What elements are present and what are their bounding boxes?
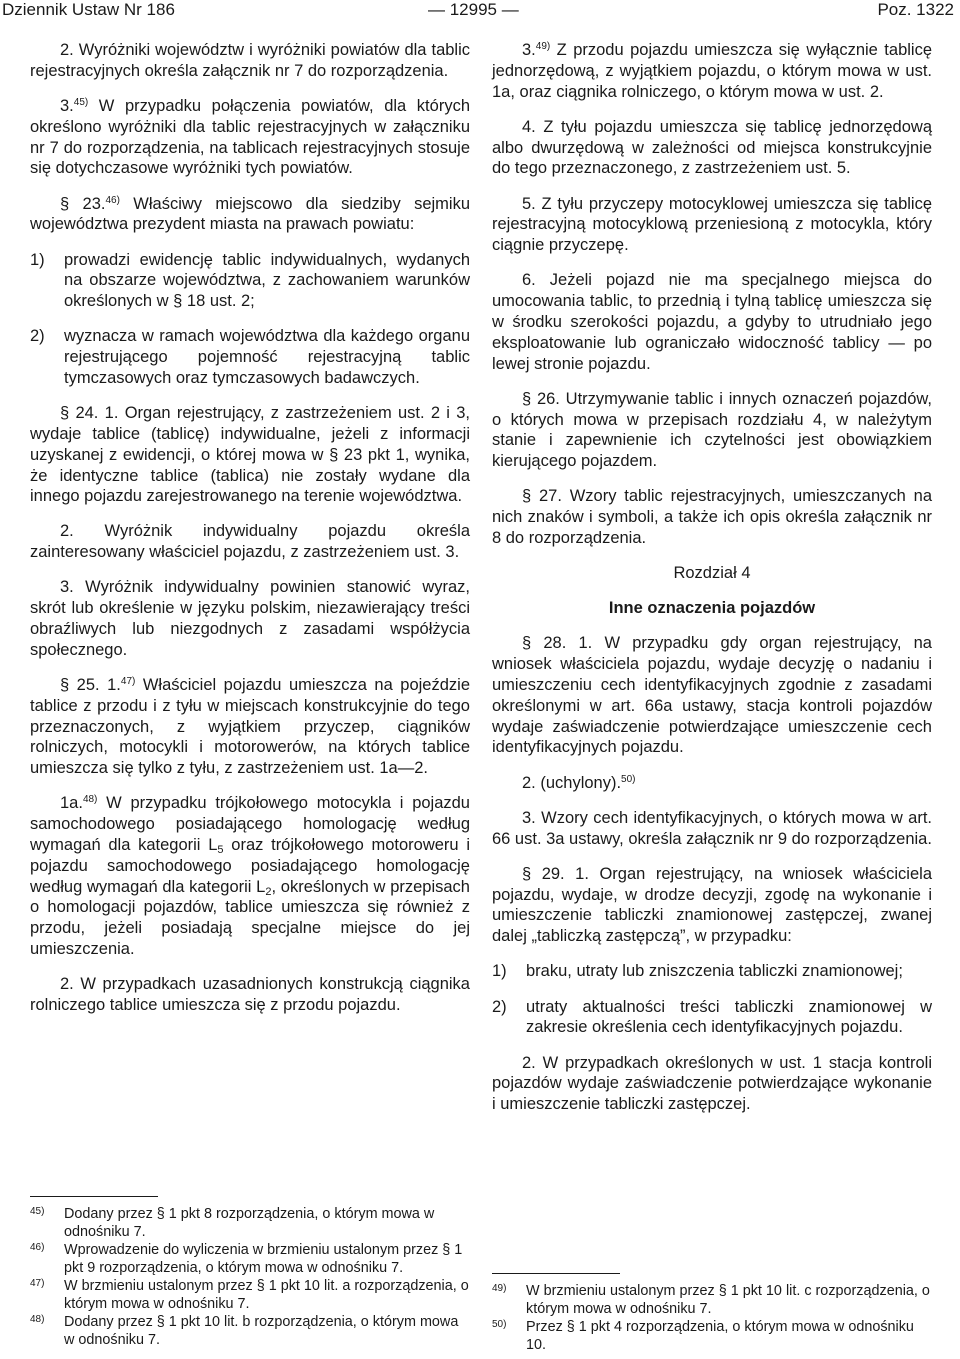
footnotes-left bbox=[30, 1192, 470, 1349]
paragraph: 3. Wyróżnik indywidualny powinien stanowić wyraz, skrót lub określenie w języku polskim, niezawierający treści obraźliwych lub niezgodnych z zasadami współżycia społecznego. bbox=[30, 578, 470, 659]
footnotes-right bbox=[492, 1269, 932, 1354]
page-number: — 12995 — bbox=[428, 0, 519, 19]
paragraph: 3. Wzory cech identyfikacyjnych, o których mowa w art. 66 ust. 3a ustawy, określa załącznik nr 9 do rozporządzenia. bbox=[492, 808, 932, 848]
list-item: 2) wyznacza w ramach województwa dla każdego organu rejestrującego pojemność rejestracyjną tablic tymczasowych oraz tymczasowych badawczych. bbox=[30, 327, 470, 387]
paragraph: § 23.$^{46)}$ Właściwy miejscowo dla siedziby sejmiku województwa prezydent miasta na prawach powiatu: bbox=[30, 194, 470, 234]
footnote-ref: 48) bbox=[82, 794, 98, 806]
paragraph: 2. (uchylony).$^{50)}$ bbox=[522, 773, 636, 792]
paragraph: 2. Wyróżnik indywidualny pojazdu określa zainteresowany właściciel pojazdu, z zastrzeżeniem ust. 3. bbox=[30, 522, 470, 562]
footnote-ref: 50) bbox=[621, 773, 636, 785]
page-header bbox=[0, 0, 960, 22]
paragraph: 2. Wyróżniki województw i wyróżniki powiatów dla tablic rejestracyjnych określa załącznik nr 7 do rozporządzenia. bbox=[30, 41, 470, 80]
footnote-ref: 45) bbox=[73, 96, 89, 108]
paragraph: 5. Z tyłu przyczepy motocyklowej umieszcza się tablicę rejestracyjną motocyklową przeniesioną z motocykla, który ciągnie przyczepę. bbox=[492, 194, 932, 255]
chapter-heading: Rozdział 4 bbox=[673, 564, 751, 583]
list-item: 1) braku, utraty lub zniszczenia tabliczki znamionowej; bbox=[492, 962, 903, 981]
footnote-divider bbox=[492, 1273, 620, 1274]
paragraph: § 26. Utrzymywanie tablic i innych oznaczeń pojazdów, o których mowa w przepisach rozdziału 4, w należytym stanie i zapewnienie ich czytelności jest obowiązkiem kierującego pojazdem. bbox=[492, 389, 932, 471]
footnote: $^{47)}$ W brzmieniu ustalonym przez § 1 pkt 10 lit. a rozporządzenia, o którym mowa w odnośniku 7. bbox=[30, 1278, 469, 1312]
paragraph: 2. W przypadkach określonych w ust. 1 stacja kontroli pojazdów wydaje zaświadczenie potwierdzające wykonanie i umieszczenie tabliczki zastępczej. bbox=[492, 1053, 932, 1114]
right-column bbox=[492, 40, 932, 1353]
list-item: 1) prowadzi ewidencję tablic indywidualnych, wydanych na obszarze województwa, z zachowaniem warunków określonych w § 18 ust. 2; bbox=[30, 250, 470, 311]
footnote-ref: 49) bbox=[535, 41, 551, 52]
footnote: $^{46)}$ Wprowadzenie do wyliczenia w brzmieniu ustalonym przez § 1 pkt 9 rozporządzenia, o którym mowa w odnośniku 7. bbox=[30, 1242, 463, 1276]
footnote-ref: 47) bbox=[120, 676, 136, 688]
footnote-divider bbox=[30, 1196, 158, 1197]
paragraph: 4. Z tyłu pojazdu umieszcza się tablicę jednorzędową albo dwurzędową w zależności od miejsca konstrukcyjnie do tego przeznaczonego, z zastrzeżeniem ust. 5. bbox=[492, 117, 932, 178]
position-number: Poz. 1322 bbox=[877, 0, 954, 19]
paragraph: 2. W przypadkach uzasadnionych konstrukcją ciągnika rolniczego tablice umieszcza się z przodu pojazdu. bbox=[30, 975, 470, 1014]
chapter-title: Inne oznaczenia pojazdów bbox=[608, 599, 816, 618]
paragraph: § 24. 1. Organ rejestrujący, z zastrzeżeniem ust. 2 i 3, wydaje tablice (tablicę) indywidualne, jeżeli z informacji uzyskanej z ewidencji, o której mowa w § 23 pkt 1, wynika, że identyczne tablice (tablica) nie zostały wydane dla innego pojazdu zarejestrowanego na terenie województwa. bbox=[30, 404, 470, 506]
footnote: $^{45)}$ Dodany przez § 1 pkt 8 rozporządzenia, o którym mowa w odnośniku 7. bbox=[30, 1206, 435, 1240]
paragraph: § 29. 1. Organ rejestrujący, na wniosek właściciela pojazdu, wydaje, w drodze decyzji, zgodę na wykonanie i umieszczenie tabliczki znamionowej zastępczej, zwanej dalej „tabliczką zastępczą”, w przypadku: bbox=[492, 864, 932, 946]
paragraph: § 27. Wzory tablic rejestracyjnych, umieszczanych na nich znaków i symboli, a także ich opis określa załącznik nr 8 do rozporządzenia. bbox=[492, 487, 932, 547]
paragraph: § 25. 1.$^{47)}$ Właściciel pojazdu umieszcza na pojeździe tablice z przodu i z tyłu w miejscach konstrukcyjnie do tego przeznaczonych, z wyjątkiem przyczep, ciągników rolniczych, motocykli i motorowerów, na których tablice umieszcza się tylko z tyłu, z zastrzeżeniem ust. 1a—2. bbox=[30, 676, 470, 778]
journal-title: Dziennik Ustaw Nr 186 bbox=[2, 0, 175, 19]
paragraph: § 28. 1. W przypadku gdy organ rejestrujący, na wniosek właściciela pojazdu, wydaje decyzję o nadaniu i umieszczeniu cech identyfikacyjnych zgodnie z zasadami określonymi w art. 66a ustawy, stacja kontroli pojazdów wydaje zaświadczenie potwierdzające umieszczenie cech identyfikacyjnych pojazdu. bbox=[492, 634, 932, 757]
footnote: $^{49)}$ W brzmieniu ustalonym przez § 1 pkt 10 lit. c rozporządzenia, o którym mowa w odnośniku 7. bbox=[492, 1283, 930, 1317]
footnote: $^{50)}$ Przez § 1 pkt 4 rozporządzenia, o którym mowa w odnośniku 10. bbox=[492, 1319, 914, 1353]
paragraph: 3.$^{45)}$ W przypadku połączenia powiatów, dla których określono wyróżniki dla tablic rejestracyjnych w załączniku nr 7 do rozporządzenia, na tablicach rejestracyjnych stosuje się dotychczasowe wyróżniki tych powiatów. bbox=[30, 96, 470, 178]
paragraph: 1a.$^{48)}$ W przypadku trójkołowego motocykla i pojazdu samochodowego posiadającego homologację według wymagań dla kategorii $L_5$ oraz trójkołowego motoroweru i pojazdu samochodowego posiadającego homologację według wymagań dla kategorii $L_2$, określonych w przepisach o homologacji pojazdów, tablice umieszcza się również z przodu, jeżeli posiadają specjalne miejsce do jej umieszczenia. bbox=[30, 794, 470, 958]
paragraph: 3.$^{49)}$ Z przodu pojazdu umieszcza się wyłącznie tablicę jednorzędową, z wyjątkiem pojazdu, o którym mowa w ust. 1a, oraz ciągnika rolniczego, o którym mowa w ust. 2. bbox=[492, 41, 932, 101]
footnote-ref: 46) bbox=[105, 194, 120, 206]
list-item: 2) utraty aktualności treści tabliczki znamionowej w zakresie określenia cech identyfikacyjnych pojazdu. bbox=[492, 997, 932, 1037]
left-column bbox=[30, 40, 470, 1348]
paragraph: 6. Jeżeli pojazd nie ma specjalnego miejsca do umocowania tablic, to przednią i tylną tablicę umieszcza się w środku szerokości pojazdu, a gdyby to utrudniało jego eksploatowanie lub ograniczało widoczność tablicy — po lewej stronie pojazdu. bbox=[492, 271, 932, 373]
footnote: $^{48)}$ Dodany przez § 1 pkt 10 lit. b rozporządzenia, o którym mowa w odnośniku 7. bbox=[30, 1314, 459, 1348]
